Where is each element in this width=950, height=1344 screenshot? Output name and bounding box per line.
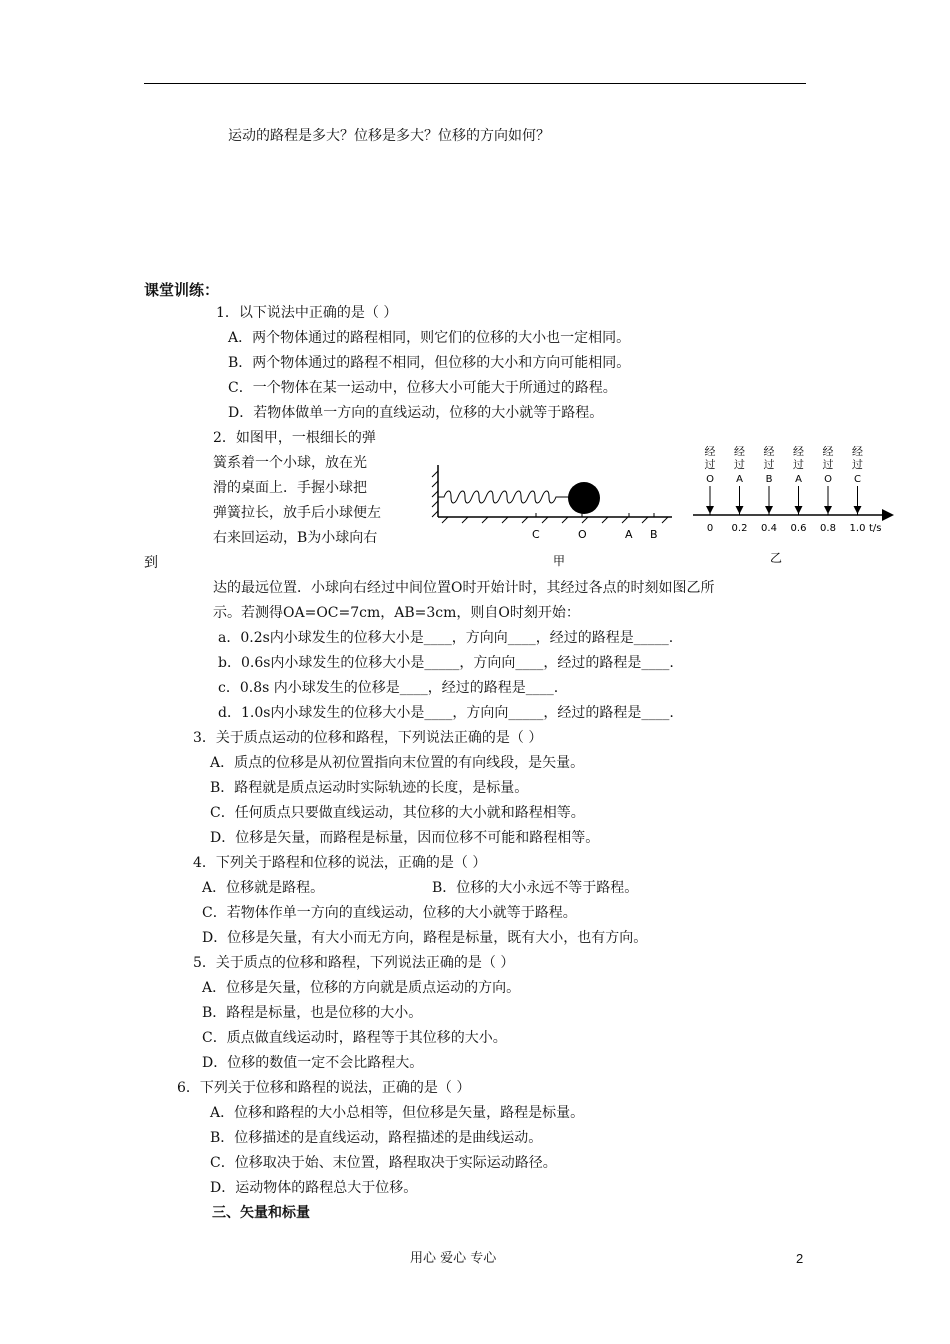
q5-option-a: A．位移是矢量，位移的方向就是质点运动的方向。 <box>202 980 521 996</box>
axis-unit: t/s <box>869 523 882 534</box>
figure-yi-caption: 乙 <box>770 551 783 565</box>
q2-cont-line-2: 示。若测得OA=OC=7cm，AB=3cm，则自O时刻开始： <box>213 605 580 621</box>
figure-jia <box>430 455 680 570</box>
q4-option-d: D．位移是矢量，有大小而无方向，路程是标量，既有大小，也有方向。 <box>202 930 648 946</box>
point-label-a: A <box>625 528 633 541</box>
q2-cont-line-1: 达的最远位置．小球向右经过中间位置O时开始计时，其经过各点的时刻如图乙所 <box>213 580 715 596</box>
marker-header-char-2: 过 <box>852 458 863 471</box>
marker-header-char-1: 经 <box>704 445 716 458</box>
q2-stem-line-5: 右来回运动，B为小球向右 <box>213 530 378 546</box>
q3-option-b: B．路程就是质点运动时实际轨迹的长度，是标量。 <box>210 780 529 796</box>
q2-sub-d: d．1.0s内小球发生的位移大小是____，方向向_____，经过的路程是____. <box>218 705 674 721</box>
wall-hatching <box>432 471 438 517</box>
q5-stem: 5．关于质点的位移和路程，下列说法正确的是（ ） <box>193 955 515 971</box>
q4-option-b: B．位移的大小永远不等于路程。 <box>432 880 639 896</box>
footer-text: 用心 爱心 专心 <box>410 1251 497 1266</box>
q6-option-c: C．位移取决于始、末位置，路程取决于实际运动路径。 <box>210 1155 557 1171</box>
q4-option-c: C．若物体作单一方向的直线运动，位移的大小就等于路程。 <box>202 905 577 921</box>
q5-option-c: C．质点做直线运动时，路程等于其位移的大小。 <box>202 1030 507 1046</box>
figure-yi <box>688 440 898 568</box>
marker-header-char-2: 过 <box>793 458 804 471</box>
figure-jia-caption: 甲 <box>553 554 566 568</box>
q5-option-b: B．路程是标量，也是位移的大小。 <box>202 1005 423 1021</box>
section-title: 课堂训练： <box>144 281 220 299</box>
marker-point-label: A <box>795 474 802 485</box>
marker-header-char-1: 经 <box>734 445 745 458</box>
point-label-c: C <box>532 528 540 541</box>
axis-tick-label: 0.8 <box>820 523 836 534</box>
marker-point-label: O <box>824 474 832 485</box>
marker-point-label: B <box>765 474 773 485</box>
q5-option-d: D．位移的数值一定不会比路程大。 <box>202 1055 424 1071</box>
q2-stem-line-2: 簧系着一个小球，放在光 <box>213 455 367 471</box>
marker-point-label: A <box>736 474 743 485</box>
q2-stem-line-3: 滑的桌面上．手握小球把 <box>213 480 367 496</box>
q6-option-a: A．位移和路程的大小总相等，但位移是矢量，路程是标量。 <box>210 1105 585 1121</box>
q4-option-a: A．位移就是路程。 <box>202 880 325 896</box>
marker-header-char-2: 过 <box>734 458 745 471</box>
marker-header-char-1: 经 <box>763 445 775 458</box>
q2-sub-c: c．0.8s 内小球发生的位移是____，经过的路程是____. <box>218 680 559 696</box>
marker-header-char-2: 过 <box>704 458 716 471</box>
q6-option-d: D．运动物体的路程总大于位移。 <box>210 1180 418 1196</box>
q3-option-c: C．任何质点只要做直线运动，其位移的大小就和路程相等。 <box>210 805 585 821</box>
q1-option-b: B．两个物体通过的路程不相同，但位移的大小和方向可能相同。 <box>228 355 631 371</box>
marker-header-char-1: 经 <box>822 445 834 458</box>
q2-sub-a: a．0.2s内小球发生的位移大小是____，方向向____，经过的路程是_____. <box>218 630 674 646</box>
intro-line: 运动的路程是多大？位移是多大？位移的方向如何？ <box>228 128 550 144</box>
axis-tick-label: 0.6 <box>790 523 807 534</box>
point-label-o: O <box>578 528 587 541</box>
point-label-b: B <box>650 528 658 541</box>
q3-option-d: D．位移是矢量，而路程是标量，因而位移不可能和路程相等。 <box>210 830 600 846</box>
q6-option-b: B．位移描述的是直线运动，路程描述的是曲线运动。 <box>210 1130 543 1146</box>
q3-option-a: A．质点的位移是从初位置指向末位置的有向线段，是矢量。 <box>210 755 585 771</box>
ball <box>568 482 600 514</box>
axis-tick-label: 0.2 <box>731 523 748 534</box>
marker-header-char-1: 经 <box>793 445 804 458</box>
page-number: 2 <box>796 1251 804 1266</box>
q2-stem-line-1: 2．如图甲，一根细长的弹 <box>213 430 376 446</box>
marker-point-label: O <box>706 474 714 485</box>
q6-stem: 6．下列关于位移和路程的说法，正确的是（ ） <box>177 1080 471 1096</box>
axis-tick-label: 0.4 <box>761 523 777 534</box>
q1-option-d: D．若物体做单一方向的直线运动，位移的大小就等于路程。 <box>228 405 604 421</box>
marker-header-char-2: 过 <box>822 458 834 471</box>
axis-tick-label: 0 <box>706 523 714 534</box>
q1-option-a: A．两个物体通过的路程相同，则它们的位移的大小也一定相同。 <box>228 330 631 346</box>
marker-header-char-1: 经 <box>852 445 863 458</box>
spring <box>438 491 570 503</box>
marker-point-label: C <box>854 474 861 485</box>
q3-stem: 3．关于质点运动的位移和路程，下列说法正确的是（ ） <box>193 730 543 746</box>
q2-sub-b: b．0.6s内小球发生的位移大小是_____，方向向____，经过的路程是____. <box>218 655 674 671</box>
marker-header-char-2: 过 <box>763 458 775 471</box>
floor-hatching <box>442 517 668 523</box>
q1-stem: 1．以下说法中正确的是（ ） <box>216 305 398 321</box>
q4-stem: 4．下列关于路程和位移的说法，正确的是（ ） <box>193 855 487 871</box>
heading-vector-scalar: 三、矢量和标量 <box>212 1205 310 1221</box>
axis-tick-label: 1.0 <box>849 523 866 534</box>
q2-left-char: 到 <box>144 555 158 571</box>
q2-stem-line-4: 弹簧拉长，放手后小球便左 <box>213 505 381 521</box>
q1-option-c: C．一个物体在某一运动中，位移大小可能大于所通过的路程。 <box>228 380 617 396</box>
header-rule <box>144 83 806 84</box>
